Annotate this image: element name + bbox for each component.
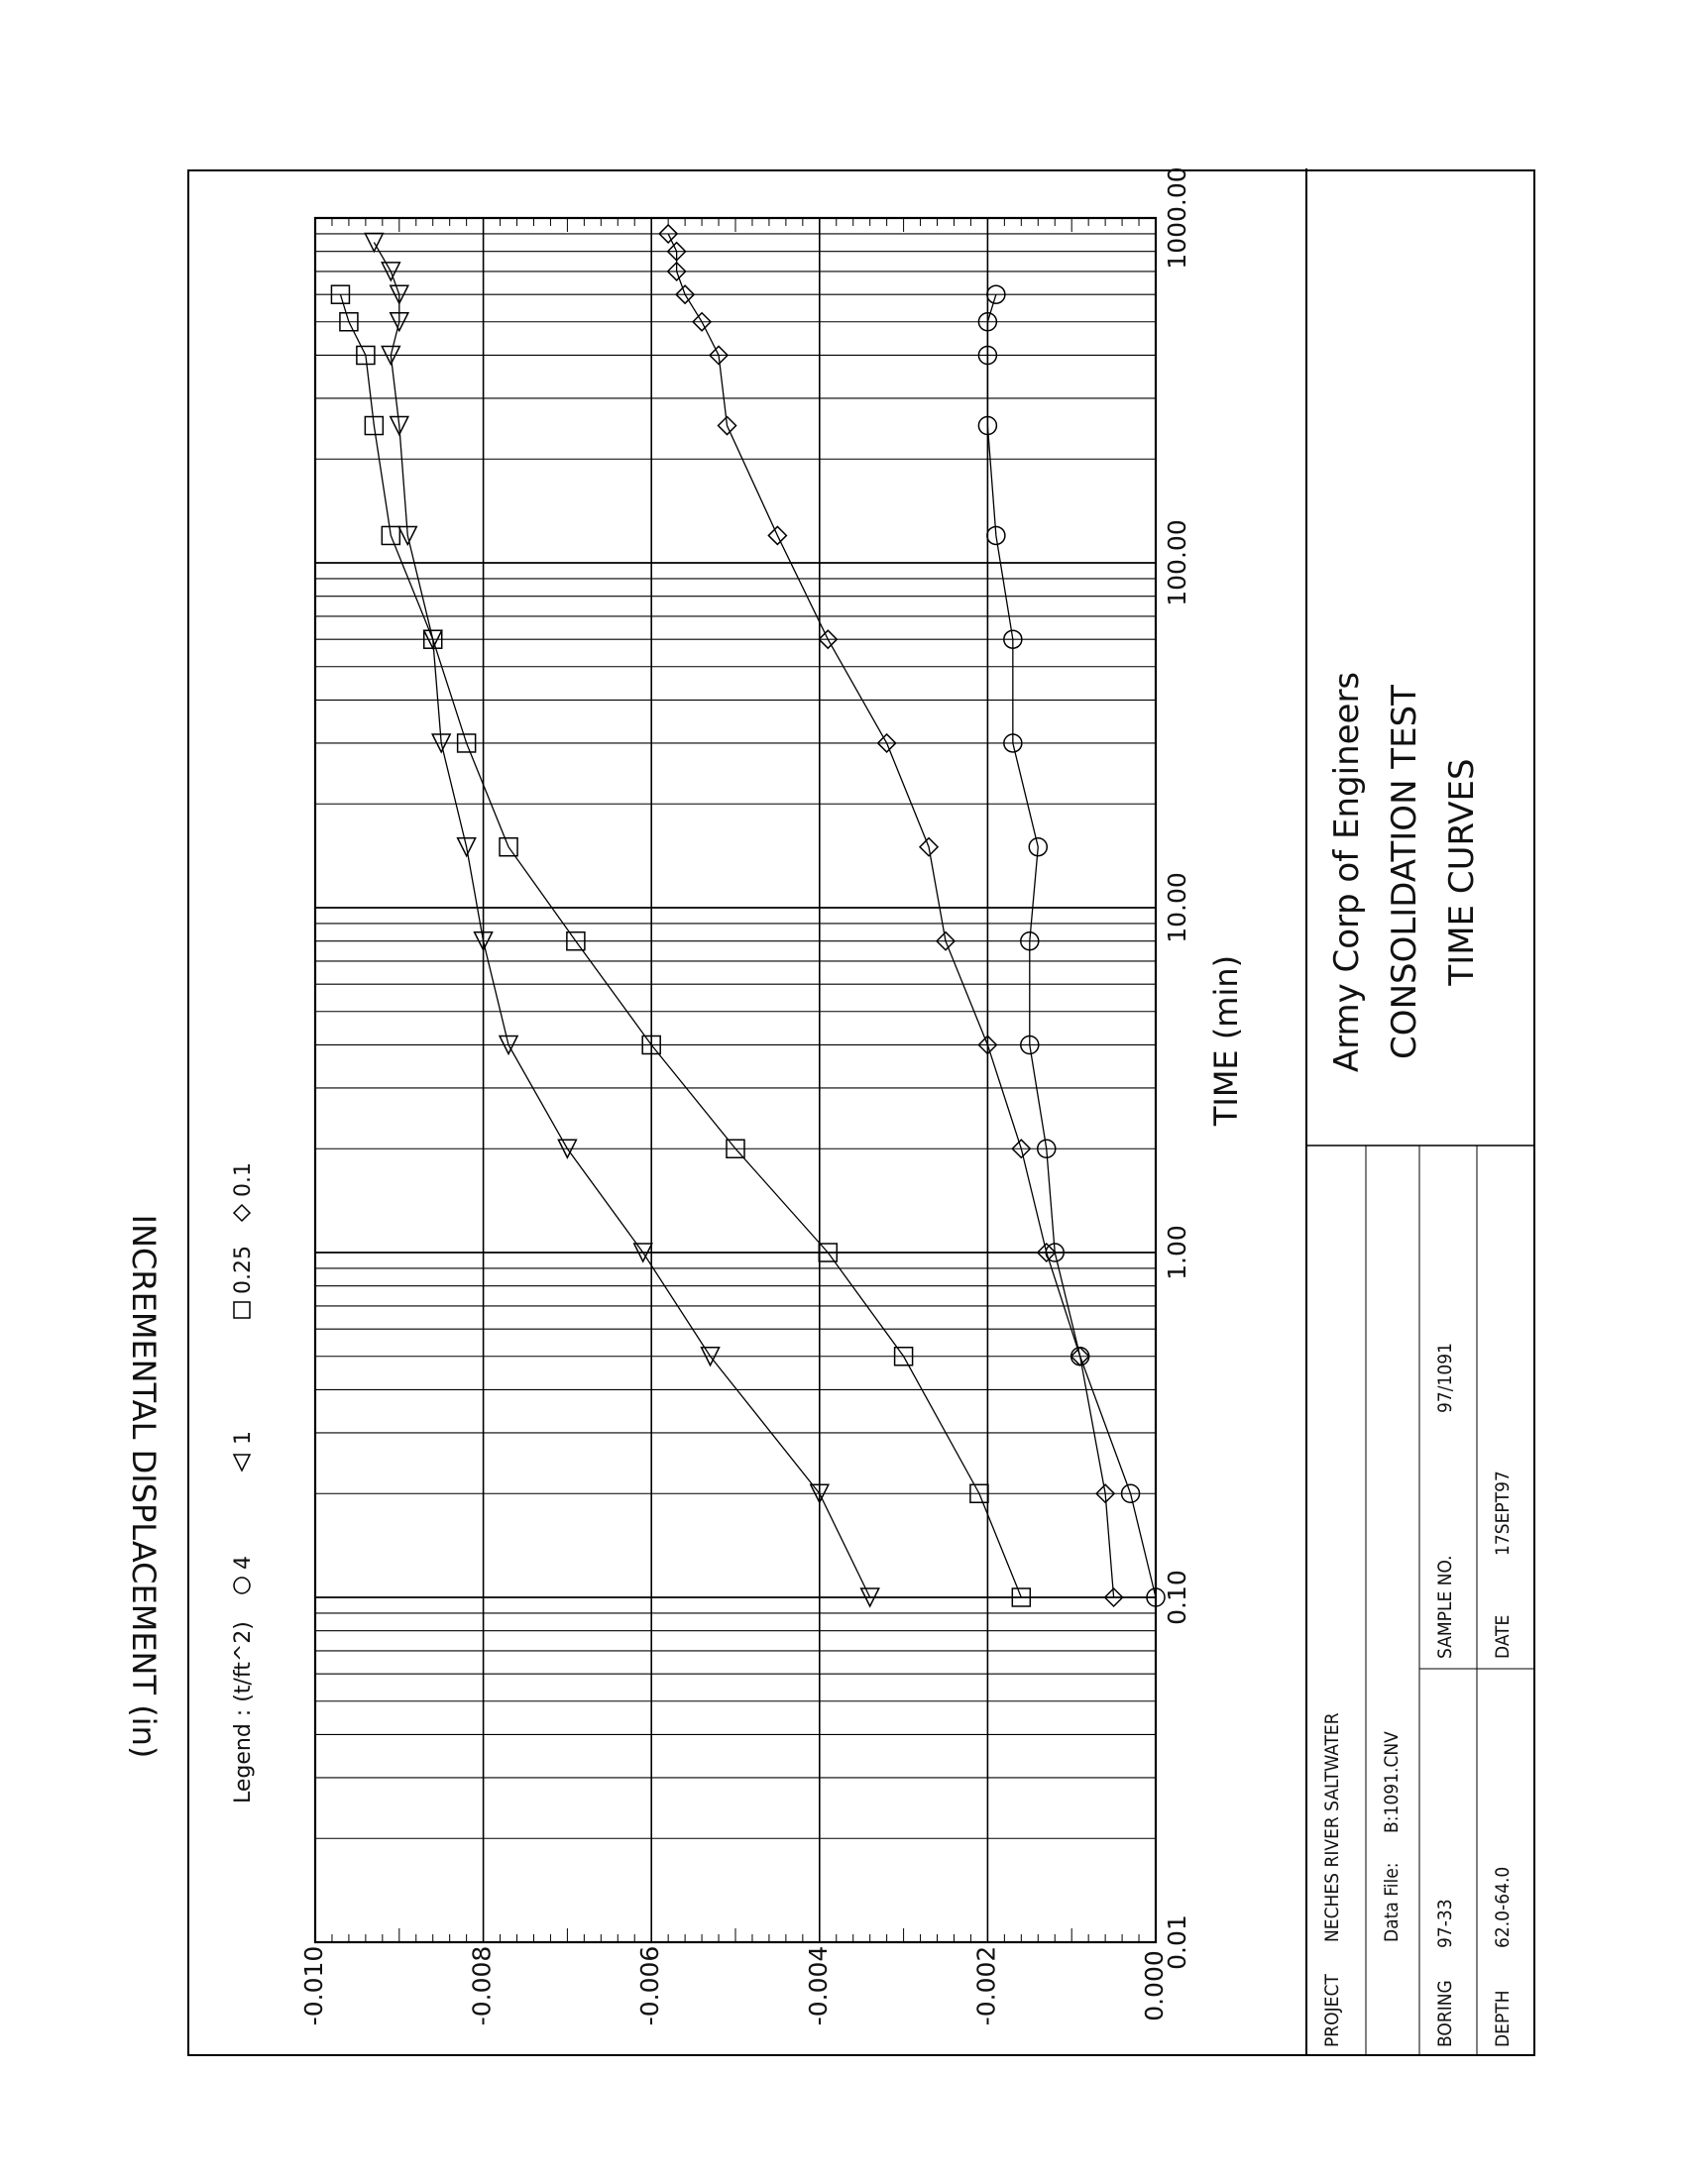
plot-frame bbox=[315, 218, 1156, 1942]
y-tick-label: -0.008 bbox=[467, 1945, 497, 2026]
depth-label: DEPTH bbox=[1492, 1990, 1514, 2047]
x-tick-label: 100.00 bbox=[1163, 519, 1191, 606]
depth-value: 62.0-64.0 bbox=[1492, 1866, 1514, 1948]
x-tick-label: 1.00 bbox=[1163, 1225, 1191, 1280]
datafile-label: Data File: bbox=[1381, 1862, 1403, 1942]
project-label: PROJECT bbox=[1321, 1974, 1343, 2047]
legend-item-1: 1 bbox=[231, 1431, 256, 1445]
series-1 bbox=[365, 234, 878, 1606]
legend bbox=[231, 1162, 256, 1803]
legend-item-4: 4 bbox=[231, 1556, 256, 1570]
legend-triangle-icon bbox=[234, 1455, 250, 1471]
series-layer bbox=[331, 225, 1165, 1606]
series-line bbox=[987, 294, 1156, 1597]
legend-circle-icon bbox=[234, 1578, 250, 1593]
plot-border bbox=[315, 218, 1156, 1942]
legend-item-0-1: 0.1 bbox=[231, 1162, 256, 1197]
plot-grid bbox=[315, 218, 1156, 1942]
x-tick-label: 0.10 bbox=[1163, 1570, 1191, 1625]
axis-labels bbox=[125, 166, 1245, 2025]
series-0-1 bbox=[659, 225, 1122, 1606]
sample-label: SAMPLE NO. bbox=[1434, 1555, 1456, 1659]
legend-diamond-icon bbox=[234, 1205, 250, 1221]
company-name: Army Corp of Engineers bbox=[1327, 671, 1367, 1073]
boring-label: BORING bbox=[1434, 1980, 1456, 2047]
y-tick-label: 0.000 bbox=[1140, 1950, 1169, 2021]
x-axis-label: TIME (min) bbox=[1207, 954, 1245, 1127]
y-axis-label: INCREMENTAL DISPLACEMENT (in) bbox=[125, 1214, 163, 1759]
report-title-line2: TIME CURVES bbox=[1442, 758, 1482, 986]
project-value: NECHES RIVER SALTWATER bbox=[1321, 1712, 1343, 1942]
boring-value: 97-33 bbox=[1434, 1899, 1456, 1948]
y-tick-label: -0.004 bbox=[803, 1945, 833, 2026]
date-label: DATE bbox=[1492, 1614, 1514, 1659]
title-block bbox=[1306, 168, 1534, 2055]
legend-item-0-25: 0.25 bbox=[231, 1246, 256, 1294]
series-line bbox=[340, 294, 1021, 1597]
legend-square-icon bbox=[234, 1302, 250, 1318]
rotated-chart-group bbox=[125, 166, 1534, 2055]
legend-title: Legend : (t/ft^2) bbox=[231, 1621, 256, 1803]
y-tick-label: -0.006 bbox=[635, 1945, 665, 2026]
series-0-25 bbox=[331, 285, 1030, 1606]
plot-ticks bbox=[332, 218, 1139, 1942]
y-tick-label: -0.010 bbox=[299, 1945, 328, 2026]
y-tick-label: -0.002 bbox=[971, 1945, 1001, 2026]
datafile-value: B:1091.CNV bbox=[1381, 1731, 1403, 1833]
x-tick-label: 10.00 bbox=[1163, 872, 1191, 943]
series-line bbox=[374, 243, 869, 1597]
x-tick-label: 0.01 bbox=[1163, 1914, 1191, 1970]
sample-value: 97/1091 bbox=[1434, 1343, 1456, 1413]
date-value: 17SEPT97 bbox=[1492, 1471, 1514, 1556]
report-title-line1: CONSOLIDATION TEST bbox=[1385, 685, 1424, 1059]
series-4 bbox=[978, 285, 1165, 1606]
series-line bbox=[668, 234, 1113, 1597]
x-tick-label: 1000.00 bbox=[1163, 166, 1191, 270]
